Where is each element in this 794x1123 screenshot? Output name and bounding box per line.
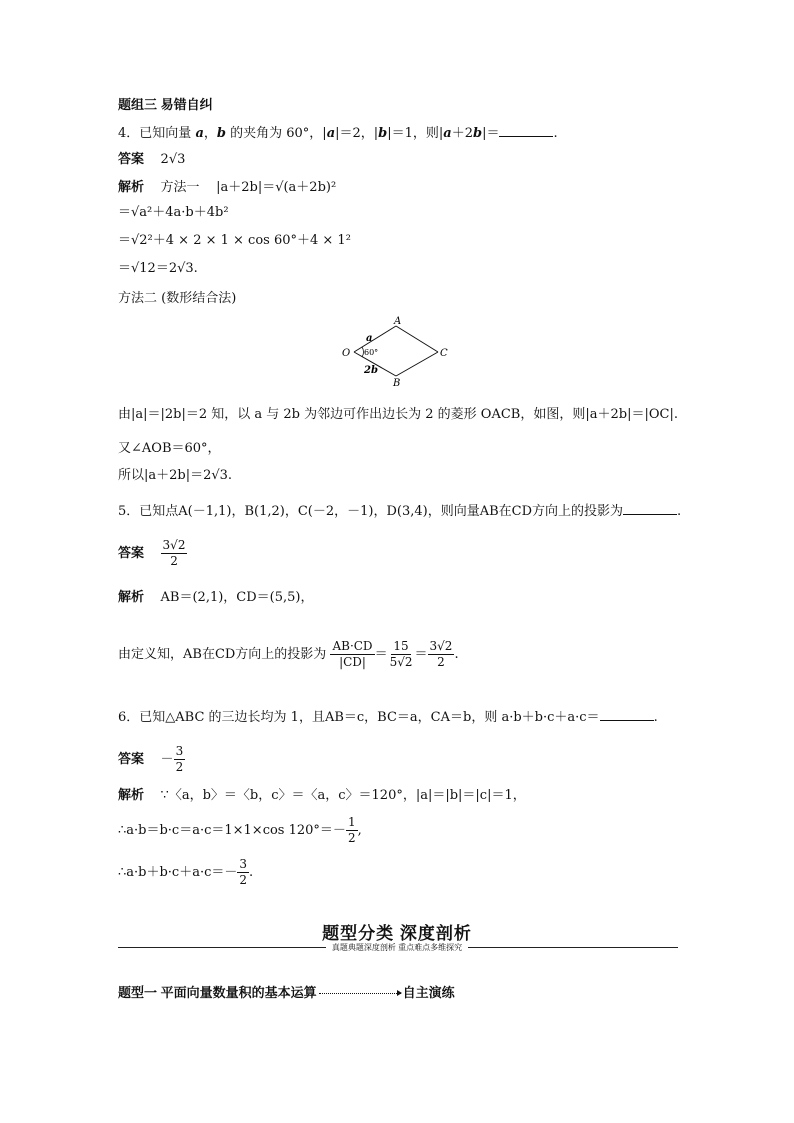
topic-tag: 自主演练 <box>402 985 455 1000</box>
math-step: AB＝(2,1)，CD＝(5,5)， <box>160 590 314 605</box>
fraction-numerator: 3 <box>239 857 248 871</box>
dotted-arrow-icon <box>319 993 401 994</box>
q4-stem-text: 已知向量 <box>139 126 192 141</box>
fraction-numerator: 3√2 <box>429 639 453 653</box>
q4-analysis-line1 <box>118 178 336 197</box>
q5-number: 5． <box>118 504 140 519</box>
q6-stem-text: 已知△ABC 的三边长均为 1，且AB＝c，BC＝a，CA＝b，则 a·b＋b·c＋a·c＝ <box>139 710 600 725</box>
step-fraction <box>237 857 249 888</box>
section-title: 题型分类 深度剖析 <box>322 924 472 943</box>
projection-fraction <box>388 639 415 670</box>
section-subtitle <box>0 942 794 953</box>
step-fraction <box>346 815 358 846</box>
answer-blank <box>600 708 654 721</box>
answer-label: 答案 <box>118 545 145 560</box>
projection-fraction <box>330 639 374 670</box>
vertex-o-label: O <box>342 348 351 359</box>
math-step: 由定义知，AB在CD方向上的投影为 <box>118 647 327 662</box>
fraction-denominator: |CD| <box>339 655 366 669</box>
side-ac <box>396 326 438 352</box>
q5-answer <box>118 536 187 571</box>
analysis-label: 解析 <box>118 787 145 802</box>
analysis-label: 解析 <box>118 589 145 604</box>
q4-stem-text-d: |＝1，则| <box>387 126 444 141</box>
math-step: ∴a·b＋b·c＋a·c＝－ <box>118 865 238 880</box>
method-label: 方法二 (数形结合法) <box>118 291 237 306</box>
fraction-numerator: 15 <box>393 639 409 653</box>
q4-stem-text-f: |＝ <box>482 126 500 141</box>
answer-label: 答案 <box>118 151 145 166</box>
answer-fraction <box>161 538 188 569</box>
q4-stem-text-c: |＝2，| <box>335 126 379 141</box>
answer-sign: － <box>160 752 174 767</box>
math-step: ＝√12＝2√3. <box>118 261 198 276</box>
topic-heading <box>118 984 455 1002</box>
answer-blank <box>499 124 553 137</box>
vertex-a-label: A <box>394 316 402 327</box>
fraction-denominator: 5√2 <box>389 655 413 669</box>
fraction-numerator: 1 <box>347 815 356 829</box>
group-heading: 题组三 易错自纠 <box>118 97 213 112</box>
vector-a-label: a <box>366 333 373 344</box>
q4-stem-text-e: ＋2 <box>451 126 473 141</box>
answer-blank <box>623 502 677 515</box>
math-step: ＝√2²＋4 × 2 × 1 × cos 60°＋4 × 1² <box>118 233 351 248</box>
q5-analysis-line1 <box>118 588 314 607</box>
answer-value: 2√3 <box>160 152 186 167</box>
analysis-label: 解析 <box>118 179 145 194</box>
vertex-b-label: B <box>393 378 401 389</box>
vertex-c-label: C <box>440 348 448 359</box>
projection-fraction <box>428 639 455 670</box>
q6-analysis-line1 <box>118 786 526 805</box>
q4-paragraph: 由|a|＝|2b|＝2 知，以 a 与 2b 为邻边可作出边长为 2 的菱形 OACB，如图，则|a＋2b|＝|OC|. <box>118 407 678 422</box>
vector-2b-label: 2b <box>364 365 378 376</box>
q4-paragraph: 所以|a＋2b|＝2√3. <box>118 468 233 483</box>
q6-stem: 6．已知△ABC 的三边长均为 1，且AB＝c，BC＝a，CA＝b，则 a·b＋b·c＋a·c＝ . <box>118 710 658 725</box>
q5-stem-text: 已知点A(－1,1)，B(1,2)，C(－2，－1)，D(3,4)，则向量AB在CD方向上的投影为 <box>139 504 624 519</box>
angle-label: 60° <box>364 348 379 357</box>
q6-answer <box>118 742 185 777</box>
fraction-numerator: AB·CD <box>332 639 373 653</box>
q6-analysis-line3: ∴a·b＋b·c＋a·c＝－ $\frac{3}{2}$ . <box>118 857 254 887</box>
rhombus-figure <box>338 314 458 390</box>
q5-stem: 5．已知点A(－1,1)，B(1,2)，C(－2，－1)，D(3,4)，则向量AB在CD方向上的投影为 . <box>118 504 682 519</box>
answer-fraction <box>174 744 186 775</box>
q4-stem-text-b: 的夹角为 60°，| <box>230 126 327 141</box>
q4-paragraph: 又∠AOB＝60°， <box>118 441 221 456</box>
fraction-denominator: 2 <box>239 873 248 887</box>
topic-label: 题型一 平面向量数量积的基本运算 <box>118 985 317 1000</box>
fraction-denominator: 2 <box>437 655 445 669</box>
answer-label: 答案 <box>118 751 145 766</box>
fraction-numerator: 3√2 <box>162 538 186 552</box>
fraction-denominator: 2 <box>347 831 356 845</box>
fraction-denominator: 2 <box>170 554 178 568</box>
q4-stem: 4．已知向量 a，b 的夹角为 60°，|a|＝2，|b|＝1，则|a＋2b|＝ . <box>118 126 558 141</box>
q4-answer <box>118 150 185 169</box>
math-step: ∵〈a，b〉＝〈b，c〉＝〈a，c〉＝120°，|a|＝|b|＝|c|＝1， <box>160 788 526 803</box>
q6-analysis-line2: ∴a·b＝b·c＝a·c＝1×1×cos 120°＝－ $\frac{1}{2}$ , <box>118 815 362 845</box>
side-bc <box>396 352 438 376</box>
math-step: ＝√a²＋4a·b＋4b² <box>118 205 229 220</box>
math-step: |a＋2b|＝√(a＋2b)² <box>216 180 337 195</box>
q4-number: 4． <box>118 126 140 141</box>
q5-analysis-line2: 由定义知，AB在CD方向上的投影为 $\frac{AB\cdot CD}{|CD|}$ ＝ $\frac{15}{5√2}$ ＝ $\frac{3√2}{2}$ . <box>118 639 459 669</box>
section-subtitle-text: 真题典题深度剖析 重点难点多维探究 <box>326 943 468 952</box>
math-step: ∴a·b＝b·c＝a·c＝1×1×cos 120°＝－ <box>118 823 346 838</box>
method-label: 方法一 <box>160 180 200 195</box>
fraction-denominator: 2 <box>175 760 184 774</box>
fraction-numerator: 3 <box>175 744 184 758</box>
q6-number: 6． <box>118 710 140 725</box>
